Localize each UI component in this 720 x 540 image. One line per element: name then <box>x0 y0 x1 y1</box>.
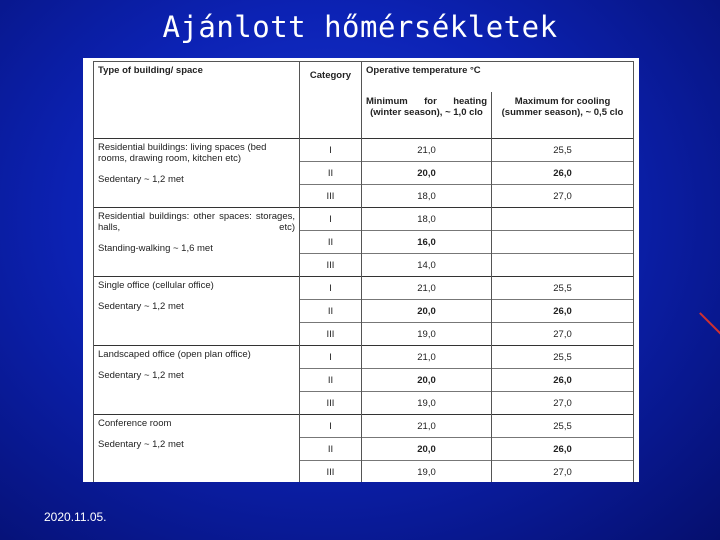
space-description: Conference room <box>98 418 172 429</box>
max-cooling-cell <box>492 231 634 254</box>
table-row <box>94 346 634 369</box>
min-heating-cell: 21,0 <box>362 346 492 369</box>
min-heating-cell: 19,0 <box>362 461 492 483</box>
max-cooling-cell: 25,5 <box>492 277 634 300</box>
header-min-heating: Minimum for heating (winter season), ~ 1,0 clo <box>362 92 492 139</box>
max-cooling-cell: 26,0 <box>492 300 634 323</box>
category-cell: III <box>300 185 362 208</box>
max-cooling-cell: 27,0 <box>492 323 634 346</box>
space-cell <box>94 208 300 277</box>
space-cell <box>94 415 300 483</box>
min-heating-cell: 20,0 <box>362 438 492 461</box>
table-document <box>83 58 639 482</box>
category-cell: III <box>300 392 362 415</box>
max-cooling-cell: 27,0 <box>492 461 634 483</box>
min-heating-cell: 21,0 <box>362 415 492 438</box>
min-heating-cell: 20,0 <box>362 300 492 323</box>
decorative-line <box>699 312 720 334</box>
category-cell: III <box>300 323 362 346</box>
min-heating-cell: 21,0 <box>362 277 492 300</box>
table-row <box>94 208 634 231</box>
header-category: Category <box>300 62 362 139</box>
header-row-1 <box>94 62 634 92</box>
activity-level: Sedentary ~ 1,2 met <box>98 301 184 312</box>
category-cell: II <box>300 300 362 323</box>
category-cell: III <box>300 254 362 277</box>
min-heating-cell: 21,0 <box>362 139 492 162</box>
slide-date: 2020.11.05. <box>44 510 107 524</box>
min-heating-cell: 19,0 <box>362 392 492 415</box>
table-row <box>94 277 634 300</box>
category-cell: II <box>300 438 362 461</box>
category-cell: I <box>300 277 362 300</box>
category-cell: I <box>300 208 362 231</box>
max-cooling-cell <box>492 254 634 277</box>
space-cell <box>94 139 300 208</box>
activity-level: Sedentary ~ 1,2 met <box>98 370 184 381</box>
max-cooling-cell: 25,5 <box>492 139 634 162</box>
max-cooling-cell: 26,0 <box>492 162 634 185</box>
max-cooling-cell <box>492 208 634 231</box>
max-cooling-cell: 25,5 <box>492 415 634 438</box>
category-cell: I <box>300 346 362 369</box>
table-row <box>94 415 634 438</box>
header-max-cooling: Maximum for cooling (summer season), ~ 0,5 clo <box>492 92 634 139</box>
space-cell <box>94 346 300 415</box>
category-cell: I <box>300 415 362 438</box>
min-heating-cell: 20,0 <box>362 162 492 185</box>
header-operative-temperature: Operative temperature °C <box>362 62 634 92</box>
category-cell: II <box>300 162 362 185</box>
temperature-table <box>93 61 634 482</box>
category-cell: II <box>300 369 362 392</box>
activity-level: Standing-walking ~ 1,6 met <box>98 243 213 254</box>
header-space: Type of building/ space <box>94 62 300 139</box>
space-description: Residential buildings: living spaces (bed rooms, drawing room, kitchen etc) <box>98 142 267 164</box>
category-cell: I <box>300 139 362 162</box>
space-description: Single office (cellular office) <box>98 280 214 291</box>
space-description: Landscaped office (open plan office) <box>98 349 251 360</box>
min-heating-cell: 20,0 <box>362 369 492 392</box>
activity-level: Sedentary ~ 1,2 met <box>98 439 184 450</box>
table-row <box>94 139 634 162</box>
max-cooling-cell: 26,0 <box>492 438 634 461</box>
category-cell: III <box>300 461 362 483</box>
max-cooling-cell: 27,0 <box>492 392 634 415</box>
max-cooling-cell: 25,5 <box>492 346 634 369</box>
min-heating-cell: 16,0 <box>362 231 492 254</box>
category-cell: II <box>300 231 362 254</box>
space-description: Residential buildings: other spaces: storages, halls, etc) <box>98 211 295 233</box>
min-heating-cell: 19,0 <box>362 323 492 346</box>
space-cell <box>94 277 300 346</box>
activity-level: Sedentary ~ 1,2 met <box>98 174 184 185</box>
max-cooling-cell: 26,0 <box>492 369 634 392</box>
min-heating-cell: 18,0 <box>362 185 492 208</box>
min-heating-cell: 18,0 <box>362 208 492 231</box>
slide-title: Ajánlott hőmérsékletek <box>162 10 558 44</box>
max-cooling-cell: 27,0 <box>492 185 634 208</box>
min-heating-cell: 14,0 <box>362 254 492 277</box>
